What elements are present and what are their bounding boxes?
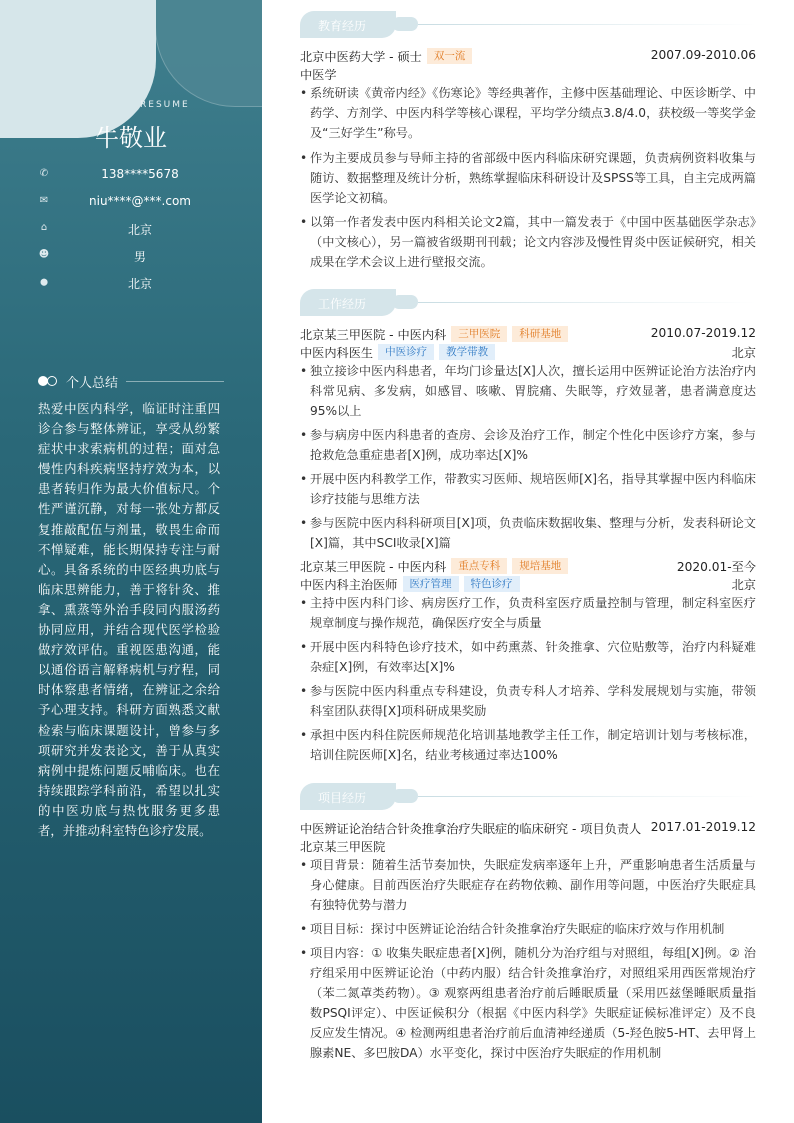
contact-gender: [30, 247, 250, 265]
summary-ring-icon: [47, 376, 57, 386]
location-icon: ⬤: [40, 278, 48, 286]
section-pill-tail: [392, 789, 418, 803]
contact-location-value: 北京: [127, 277, 152, 291]
project-section-header: [300, 783, 756, 811]
contact-gender-value: 男: [133, 250, 146, 264]
job2-tag: 特色诊疗: [464, 576, 520, 592]
contact-home-value: 北京: [127, 223, 152, 237]
home-icon: ⌂: [40, 222, 48, 233]
job1-org: 北京某三甲医院 - 中医内科: [300, 328, 447, 342]
education-school: 北京中医药大学 - 硕士: [300, 50, 422, 64]
education-major-row: [300, 66, 756, 82]
project-org-row: [300, 838, 756, 854]
contact-email: [30, 193, 250, 211]
education-tag: 双一流: [427, 48, 473, 64]
job1-role-row: [300, 344, 756, 360]
project-title: 项目经历: [318, 791, 367, 805]
job1-date: 2010.07-2019.12: [650, 326, 756, 340]
work-title: 工作经历: [318, 297, 367, 311]
contact-phone-value: 138****5678: [101, 167, 179, 181]
work-section-header: [300, 289, 756, 317]
resume-label: RESUME: [140, 100, 190, 110]
list-item: • 参与病房中医内科患者的查房、会诊及治疗工作，制定个性化中医诊疗方案，参与抢救危急重症患者[X]例，成功率达[X]%: [300, 428, 756, 462]
gender-icon: ☻: [38, 249, 50, 260]
list-item: • 主持中医内科门诊、病房医疗工作，负责科室医疗质量控制与管理，制定科室医疗规章制度与操作规范，确保医疗安全与质量: [300, 596, 756, 630]
job2-tag: 规培基地: [512, 558, 568, 574]
list-item: • 参与医院中医内科科研项目[X]项，负责临床数据收集、整理与分析，发表科研论文[X]篇，其中SCI收录[X]篇: [300, 516, 756, 550]
list-item: • 承担中医内科住院医师规范化培训基地教学主任工作，制定培训计划与考核标准，培训住院医师[X]名，结业考核通过率达100%: [300, 728, 756, 762]
summary-title: 个人总结: [66, 376, 119, 391]
job1-tag: 三甲医院: [451, 326, 507, 342]
section-divider: [418, 24, 756, 25]
job2-role: 中医内科主治医师: [300, 578, 398, 592]
summary-divider: [126, 381, 224, 382]
summary-header: [38, 372, 228, 392]
mail-icon: ✉: [39, 195, 49, 206]
section-divider: [418, 796, 756, 797]
project-header-row: [300, 820, 756, 836]
list-item: • 参与医院中医内科重点专科建设，负责专科人才培养、学科发展规划与实施，带领科室团队获得[X]项科研成果奖励: [300, 684, 756, 718]
education-major: 中医学: [300, 68, 337, 82]
job2-org: 北京某三甲医院 - 中医内科: [300, 560, 447, 574]
project-date: 2017.01-2019.12: [650, 820, 756, 834]
job2-header-row: [300, 558, 756, 574]
contact-home: [30, 220, 250, 238]
list-item: • 开展中医内科特色诊疗技术，如中药熏蒸、针灸推拿、穴位贴敷等，治疗内科疑难杂症[X]例，有效率达[X]%: [300, 640, 756, 674]
job1-header-row: [300, 326, 756, 342]
job2-tag: 医疗管理: [403, 576, 459, 592]
contact-phone: [30, 166, 250, 184]
list-item: • 以第一作者发表中医内科相关论文2篇，其中一篇发表于《中国中医基础医学杂志》（中文核心），另一篇被省级期刊刊载；论文内容涉及慢性胃炎中医证候研究，相关成果在学术会议上进行壁报交流。: [300, 215, 756, 269]
section-divider: [418, 302, 756, 303]
education-date: 2007.09-2010.06: [650, 48, 756, 62]
phone-icon: ✆: [39, 168, 49, 179]
project-org: 北京某三甲医院: [300, 840, 386, 854]
job1-tag: 教学带教: [439, 344, 495, 360]
job2-date: 2020.01-至今: [676, 560, 756, 574]
list-item: • 系统研读《黄帝内经》《伤寒论》等经典著作，主修中医基础理论、中医诊断学、中药学、方剂学、中医内科学等核心课程，平均学分绩点3.8/4.0，获校级一等奖学金及“三好学生”称号。: [300, 86, 756, 140]
education-header-row: [300, 48, 756, 64]
list-item: • 项目目标：探讨中医辨证论治结合针灸推拿治疗失眠症的临床疗效与作用机制: [300, 922, 725, 936]
list-item: • 作为主要成员参与导师主持的省部级中医内科临床研究课题，负责病例资料收集与随访、数据整理及统计分析，熟练掌握临床科研设计及SPSS等工具，自主完成两篇医学论文初稿。: [300, 151, 756, 205]
job2-role-row: [300, 576, 756, 592]
contact-location: [30, 274, 250, 292]
list-item: • 独立接诊中医内科患者，年均门诊量达[X]人次，擅长运用中医辨证论治方法治疗内科常见病、多发病，如感冒、咳嗽、胃脘痛、失眠等，疗效显著，患者满意度达95%以上: [300, 364, 756, 418]
list-item: • 项目背景：随着生活节奏加快，失眠症发病率逐年上升，严重影响患者生活质量与身心健康。目前西医治疗失眠症存在药物依赖、副作用等问题，中医治疗失眠症具有独特优势与潜力: [300, 858, 756, 912]
section-pill-tail: [392, 17, 418, 31]
job2-tag: 重点专科: [451, 558, 507, 574]
job1-city: 北京: [731, 346, 756, 360]
candidate-name: 牛敬业: [95, 124, 167, 152]
decorative-shape: [155, 0, 262, 107]
contact-email-value: niu****@***.com: [89, 194, 191, 208]
job1-role: 中医内科医生: [300, 346, 374, 360]
education-title: 教育经历: [318, 19, 367, 33]
job1-tag: 科研基地: [512, 326, 568, 342]
job1-tag: 中医诊疗: [378, 344, 434, 360]
list-item: • 开展中医内科教学工作，带教实习医师、规培医师[X]名，指导其掌握中医内科临床诊疗技能与思维方法: [300, 472, 756, 506]
summary-text: 热爱中医内科学，临证时注重四诊合参与整体辨证，享受从纷繁症状中求索病机的过程；面对急慢性内科疾病坚持疗效为本，以患者转归作为最大价值标尺。个性严谨沉静，对每一张处方都反复推敲配伍与剂量，敬畏生命而不惮疑难，能长期保持专注与耐心。具备系统的中医经典功底与临床思辨能力，善于将针灸、推拿、熏蒸等外治手段同内服汤药协同应用，并结合现代医学检验做疗效评估。重视医患沟通，能以通俗语言解释病机与疗程，同时体察患者情绪，在辨证之余给予心理支持。科研方面熟悉文献检索与临床课题设计，曾参与多项研究并发表论文，善于从真实病例中提炼问题反哺临床。也在持续跟踪学科前沿，希望以扎实的中医功底与热忱服务更多患者，并推动科室特色诊疗发展。: [38, 401, 220, 838]
list-item: • 项目内容：① 收集失眠症患者[X]例，随机分为治疗组与对照组，每组[X]例。② 治疗组采用中医辨证论治（中药内服）结合针灸推拿治疗，对照组采用西医常规治疗（苯二氮䓬类药物）。③ 观察两组患者治疗前后睡眠质量（采用匹兹堡睡眠质量指数PSQI评定）、中医证候积分（根据《中医内科学》失眠症证候标准评定）及不良反应发生情况。④ 检测两组患者治疗前后血清神经递质（5-羟色胺5-HT、去甲肾上腺素NE、多巴胺DA）水平变化，探讨中医治疗失眠症的作用机制: [300, 946, 756, 1060]
job2-city: 北京: [731, 578, 756, 592]
section-pill-tail: [392, 295, 418, 309]
project-name: 中医辨证论治结合针灸推拿治疗失眠症的临床研究 - 项目负责人: [300, 822, 642, 836]
education-section-header: [300, 11, 756, 39]
